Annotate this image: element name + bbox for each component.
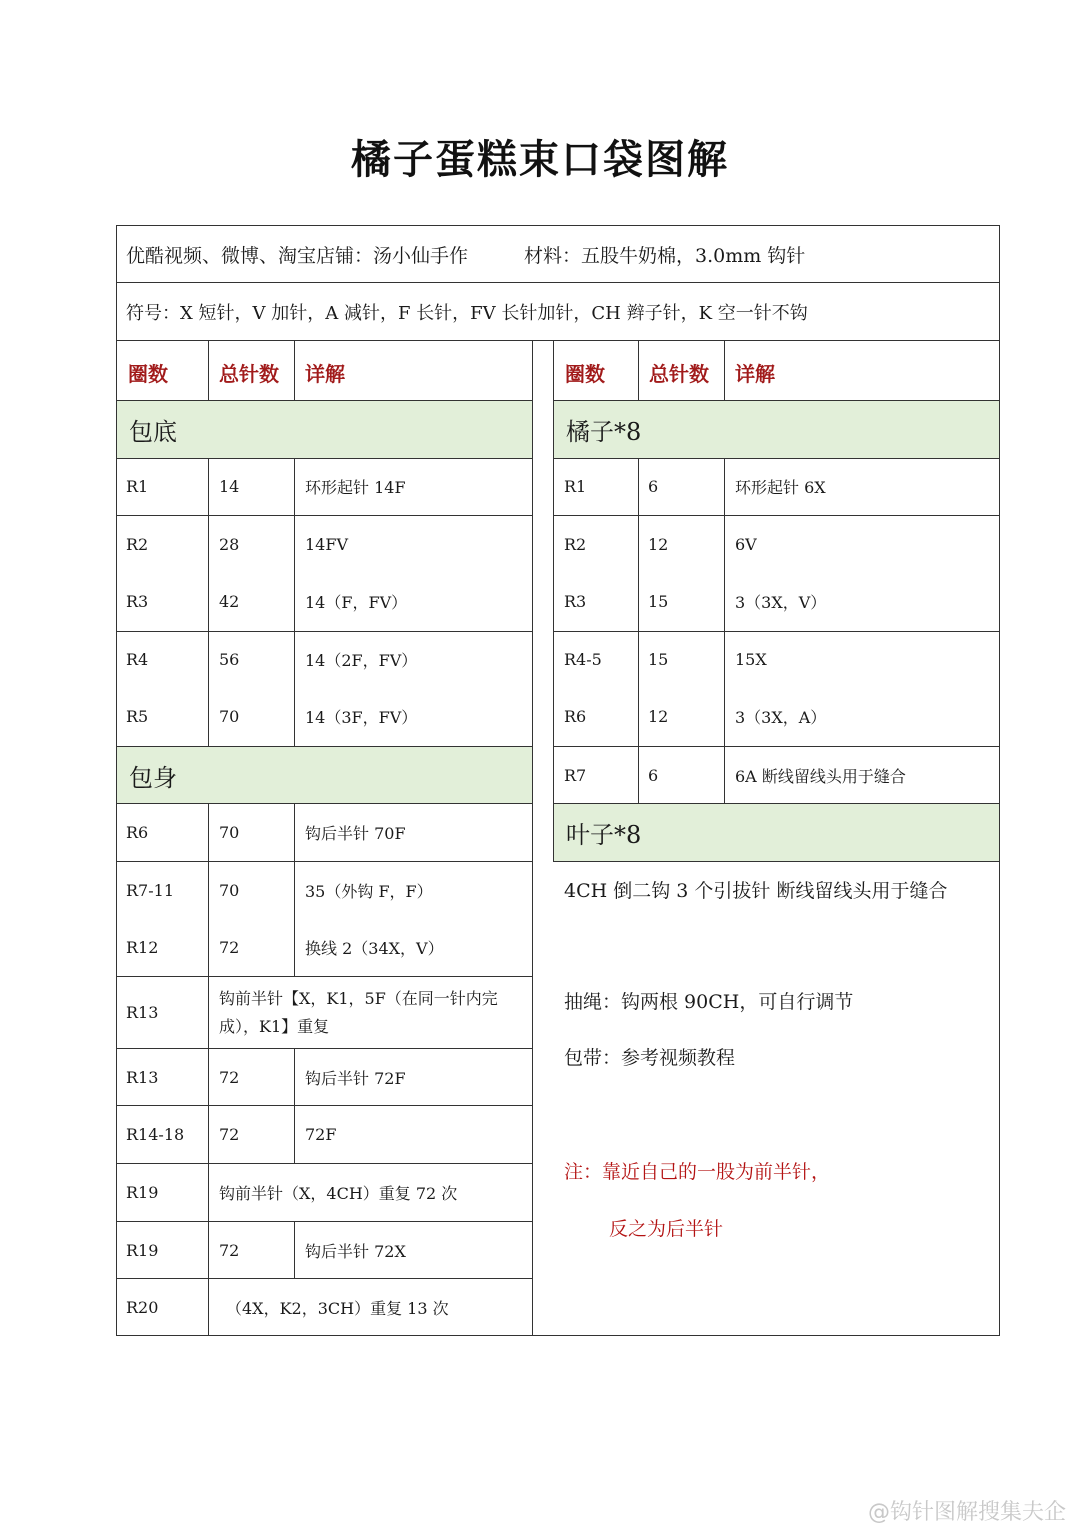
divider	[116, 340, 1000, 341]
round-cell: R19	[126, 1240, 159, 1260]
drawstring-instruction: 抽绳：钩两根 90CH，可自行调节	[564, 991, 854, 1013]
round-cell: R2	[126, 535, 149, 554]
count-cell: 70	[219, 881, 240, 900]
count-cell: 15	[648, 650, 669, 669]
round-cell: R3	[126, 592, 149, 611]
round-cell: R4	[126, 650, 149, 669]
round-cell: R3	[564, 592, 587, 611]
count-cell: 14	[219, 477, 240, 496]
count-cell: 72	[219, 1125, 240, 1144]
detail-cell: 72F	[305, 1125, 337, 1144]
round-cell: R14-18	[126, 1125, 185, 1144]
count-cell: 42	[219, 592, 240, 611]
divider	[116, 1335, 1000, 1336]
round-cell: R1	[126, 477, 149, 496]
divider	[294, 1221, 295, 1278]
left-header-total: 总针数	[219, 362, 279, 386]
section-orange: 橘子*8	[554, 401, 999, 458]
watermark: @钩针图解搜集夫企	[867, 1500, 1066, 1525]
detail-cell: 3（3X，A）	[735, 708, 827, 727]
merged-detail-cell: 钩前半针【X，K1，5F（在同一针内完成），K1】重复	[219, 988, 498, 1036]
divider	[638, 340, 639, 400]
note-line-1: 注：靠近自己的一股为前半针，	[564, 1161, 831, 1183]
merged-detail-cell: 钩前半针（X，4CH）重复 72 次	[219, 1184, 458, 1203]
strap-instruction: 包带：参考视频教程	[564, 1047, 736, 1069]
count-cell: 12	[648, 535, 669, 554]
divider	[532, 340, 533, 1336]
round-cell: R4-5	[564, 650, 602, 669]
section-leaf: 叶子*8	[554, 804, 999, 861]
round-cell: R12	[126, 938, 159, 957]
left-header-detail: 详解	[305, 362, 345, 386]
section-bag-bottom: 包底	[117, 401, 532, 458]
divider	[999, 225, 1000, 1336]
count-cell: 6	[648, 765, 659, 785]
count-cell: 70	[219, 707, 240, 726]
divider	[553, 631, 999, 632]
divider	[724, 340, 725, 400]
detail-cell: 15X	[735, 650, 767, 669]
divider	[553, 515, 999, 516]
round-cell: R7-11	[126, 881, 174, 900]
detail-cell: 钩后半针 72X	[305, 1241, 406, 1261]
count-cell: 70	[219, 823, 240, 842]
shop-text: 优酷视频、微博、淘宝店铺：汤小仙手作	[126, 244, 469, 267]
detail-cell: 35（外钩 F，F）	[305, 882, 433, 901]
info-symbols	[116, 283, 808, 340]
divider	[208, 458, 209, 746]
round-cell: R2	[564, 535, 587, 554]
info-shop	[116, 226, 805, 282]
count-cell: 72	[219, 938, 240, 957]
round-cell: R7	[564, 765, 587, 785]
detail-cell: 3（3X，V）	[735, 593, 827, 612]
detail-cell: 6A 断线留线头用于缝合	[735, 766, 906, 786]
round-cell: R6	[126, 823, 149, 842]
detail-cell: 环形起针 6X	[735, 478, 826, 497]
round-cell: R20	[126, 1297, 159, 1317]
merged-detail-cell: （4X，K2，3CH）重复 13 次	[226, 1298, 449, 1318]
detail-cell: 14FV	[305, 535, 349, 554]
round-cell: R13	[126, 1003, 159, 1022]
divider	[294, 458, 295, 746]
right-header-rounds: 圈数	[565, 362, 605, 386]
material-text: 材料：五股牛奶棉，3.0mm 钩针	[524, 244, 806, 267]
count-cell: 6	[648, 477, 659, 496]
count-cell: 72	[219, 1240, 240, 1260]
detail-cell: 换线 2（34X，V）	[305, 939, 444, 958]
symbols-text: 符号：X 短针，V 加针，A 减针，F 长针，FV 长针加针，CH 辫子针，K 空一针不钩	[126, 302, 808, 324]
leaf-instruction: 4CH 倒二钩 3 个引拔针 断线留线头用于缝合	[564, 880, 948, 902]
right-header-total: 总针数	[649, 362, 709, 386]
detail-cell: 14（3F，FV）	[305, 708, 418, 727]
note-line-2: 反之为后半针	[609, 1218, 724, 1240]
divider	[294, 803, 295, 977]
divider	[553, 861, 999, 862]
divider	[294, 340, 295, 400]
left-header-rounds: 圈数	[128, 362, 168, 386]
round-cell: R19	[126, 1183, 159, 1202]
count-cell: 15	[648, 592, 669, 611]
count-cell: 28	[219, 535, 240, 554]
count-cell: 12	[648, 707, 669, 726]
detail-cell: 钩后半针 70F	[305, 824, 406, 843]
detail-cell: 6V	[735, 535, 757, 554]
count-cell: 72	[219, 1067, 240, 1087]
count-cell: 56	[219, 650, 240, 669]
round-cell: R5	[126, 707, 149, 726]
right-header-detail: 详解	[735, 362, 775, 386]
section-bag-body: 包身	[117, 747, 532, 803]
round-cell: R1	[564, 477, 587, 496]
round-cell: R6	[564, 707, 587, 726]
divider	[208, 803, 209, 1336]
detail-cell: 14（2F，FV）	[305, 651, 418, 670]
detail-cell: 14（F，FV）	[305, 593, 408, 612]
divider	[208, 340, 209, 400]
detail-cell: 钩后半针 72F	[305, 1068, 406, 1088]
page-title: 橘子蛋糕束口袋图解	[351, 137, 729, 183]
detail-cell: 环形起针 14F	[305, 478, 406, 497]
round-cell: R13	[126, 1067, 159, 1087]
